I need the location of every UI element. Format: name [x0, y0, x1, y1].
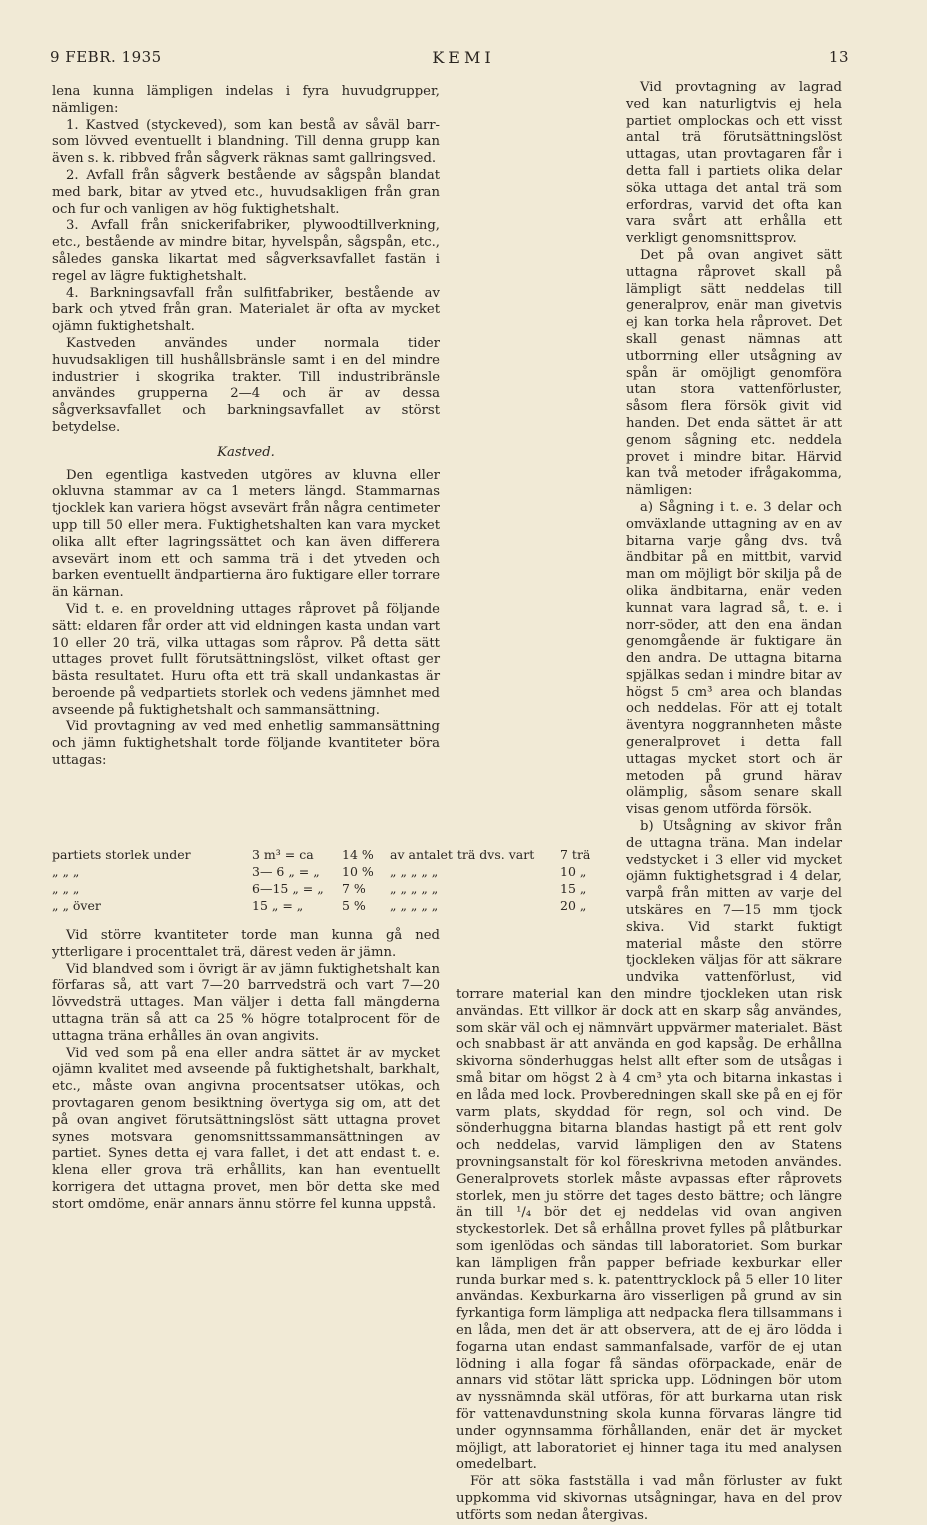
table-cell: av antalet trä dvs. vart [390, 847, 535, 862]
paragraph: 3. Avfall från snickerifabriker, plywoodtillverkning, etc., bestående av mindre bitar, hyvelspån, sågspån, etc., således ganska likartat med sågverksavfallet fastän i regel av lägre fuktighetshalt. [52, 218, 440, 284]
paragraph: 2. Avfall från sågverk bestående av sågspån blandat med bark, bitar av ytved etc., huvudsakligen från gran och fur och vanligen av hög fuktighetshalt. [52, 167, 440, 217]
left-column-lower [52, 928, 440, 1214]
paragraph: lena kunna lämpligen indelas i fyra huvudgrupper, nämligen: [52, 84, 440, 116]
header-date: 9 FEBR. 1935 [50, 48, 162, 66]
paragraph: a) Sågning i t. e. 3 delar och omväxlande uttagning av en av bitarna varje gång dvs. två ändbitar på en mittbit, varvid man om möjligt bör skilja på de olika ändbitarna, enär veden kunnat vara lagrad så, t. e. i norr-söder, att den ena ändan genomgående är fuktigare än den andra. De uttagna bitarna spjälkas sedan i mindre bitar av högst 5 cm³ area och blandas och neddelas. För att ej totalt äventyra noggrannheten måste generalprovet i detta fall uttagas mycket stort och är metoden på grund härav olämplig, såsom senare skall visas genom utförda försök. [626, 499, 842, 818]
paragraph: Det på ovan angivet sätt uttagna råprovet skall på lämpligt sätt neddelas till generalprov, enär man givetvis ej kan torka hela råprovet. Det skall genast nämnas att utborrning eller utsågning av spån är omöjligt genomföra utan stora vattenförluster, såsom flera försök givit vid handen. Det enda sättet är att genom sågning etc. neddela provet i mindre bitar. Härvid kan två metoder ifrågakomma, nämligen: [626, 247, 842, 499]
table-cell: 14 % [342, 847, 374, 862]
right-column [456, 80, 842, 1525]
table-cell: 15 „ = „ [252, 898, 304, 913]
paragraph: För att söka fastställa i vad mån förluster av fukt uppkomma vid skivornas utsågningar, hava en del prov utförts som nedan återgivas. [456, 1474, 842, 1523]
table-cell: 3— 6 „ = „ [252, 864, 320, 879]
paragraph: b) Utsågning av skivor från de uttagna träna. Man indelar vedstycket i 3 eller vid mycket ojämn fuktighetsgrad i 4 delar, varpå från mitten av varje del utskäres en 7—15 mm tjock skiva. Vid starkt fuktigt material måste den större tjockleken väljas för att säkrare undvika vattenförlust, vid torrare material kan den mindre tjockleken utan risk användas. Ett villkor är dock att en skarp såg användes, som skär väl och ej nämnvärt uppvärmer materialet. Bäst och snabbast är att använda en god kapsåg. De erhållna skivorna sönderhuggas helst allt efter som de utsågas i små bitar om högst 2 à 4 cm³ yta och bitarna inkastas i en låda med lock. Provberedningen skall ske på en ej för varm plats, skyddad för regn, sol och vind. De sönderhuggna bitarna blandas hastigt på ett rent golv och neddelas, varvid lämpligen den av Statens provningsanstalt för kol föreskrivna metoden användes. Generalprovets storlek måste avpassas efter råprovets storlek, men ju större det tages desto bättre; och längre än till ¹/₄ bör det ej neddelas vid ovan angiven styckestorlek. Det så erhållna provet fylles på plåtburkar som igenlödas och sändas till laboratoriet. Som burkar kan lämpligen från papper befriade kexburkar eller runda burkar med s. k. patenttrycklock på 5 eller 10 liter användas. Kexburkarna äro visserligen på grund av sin fyrkantiga form lämpliga att nedpacka flera tillsammans i en låda, men det är att observera, att de ej äro lödda i fogarna utan endast sammanfalsade, varför de ej utan lödning i alla fogar få sändas oförpackade, enär de annars vid stötar lätt spricka upp. Lödningen bör utom av nyssnämnda skäl utföras, för att burkarna utan risk för vattenavdunstning skola kunna förvaras längre tid under ogynnsamma förhållanden, enär det är mycket möjligt, att laboratoriet ej hinner taga itu med analysen omedelbart. [456, 819, 842, 1473]
table-cell: „ „ „ [52, 881, 80, 896]
paragraph: Vid blandved som i övrigt är av jämn fuktighetshalt kan förfaras så, att vart 7—20 barrvedsträ och vart 7—20 lövvedsträ uttages. Man väljer i detta fall mängderna uttagna trän så att ca 25 % högre totalprocent för de uttagna träna erhålles än ovan angivits. [52, 961, 440, 1044]
table-cell: 6—15 „ = „ [252, 881, 324, 896]
table-cell: 7 trä [560, 847, 591, 862]
paragraph: Vid större kvantiteter torde man kunna gå ned ytterligare i procenttalet trä, därest veden är jämn. [52, 928, 440, 960]
table-cell: 20 „ [560, 898, 587, 913]
paragraph: Vid ved som på ena eller andra sättet är av mycket ojämn kvalitet med avseende på fuktighetshalt, barkhalt, etc., måste ovan angivna procentsatser utökas, och provtagaren genom besiktning övertyga sig om, att det på ovan angivet förutsättningslöst sätt uttagna provet synes motsvara genomsnittssammansättningen av partiet. Synes detta ej vara fallet, i det att endast t. e. klena eller grova trä erhållits, kan han eventuellt korrigera det uttagna provet, men bör detta ske med stort omdöme, enär annars ännu större fel kunna uppstå. [52, 1045, 440, 1212]
table-cell: partiets storlek under [52, 847, 191, 862]
table-cell: „ „ „ [52, 864, 80, 879]
table-cell: „ „ över [52, 898, 101, 913]
table-cell: 7 % [342, 881, 366, 896]
paragraph: Vid provtagning av lagrad ved kan naturligtvis ej hela partiet omplockas och ett visst antal trä förutsättningslöst uttagas, utan provtagaren får i detta fall i partiets olika delar söka uttaga det antal trä som erfordras, varvid det ofta kan vara svårt att erhålla ett verkligt genomsnittsprov. [626, 80, 842, 247]
table-cell: 10 % [342, 864, 374, 879]
table-cell: „ „ „ „ „ [390, 864, 439, 879]
paragraph: 4. Barkningsavfall från sulfitfabriker, bestående av bark och ytved från gran. Materialet är ofta av mycket ojämn fuktighetshalt. [52, 285, 440, 335]
paragraph: Den egentliga kastveden utgöres av kluvna eller okluvna stammar av ca 1 meters längd. Stammarnas tjocklek kan variera högst avsevärt från några centimeter upp till 50 eller mera. Fuktighetshalten kan vara mycket olika allt efter lagringssättet och kan även differera avsevärt inom ett och samma trä i det ytveden och barken eventuellt ändpartierna äro fuktigare eller torrare än kärnan. [52, 467, 440, 601]
paragraph: Vid t. e. en proveldning uttages råprovet på följande sätt: eldaren får order att vid eldningen kasta undan vart 10 eller 20 trä, vilka uttagas som råprov. På detta sätt uttages provet fullt förutsättningslöst, vilket oftast ger bästa resultatet. Huru ofta ett trä skall undankastas är beroende på vedpartiets storlek och vedens jämnhet med avseende på fuktighetshalt och sammansättning. [52, 601, 440, 718]
paragraph: Vid provtagning av ved med enhetlig sammansättning och jämn fuktighetshalt torde följande kvantiteter böra uttagas: [52, 719, 440, 769]
left-column [52, 84, 440, 770]
paragraph: 1. Kastved (styckeved), som kan bestå av såväl barr- som lövved eventuellt i blandning. Till denna grupp kan även s. k. ribbved från sågverk räknas samt gallringsved. [52, 117, 440, 167]
table-cell: „ „ „ „ „ [390, 898, 439, 913]
paragraph: Kastveden användes under normala tider huvudsakligen till hushållsbränsle samt i en del mindre industrier i skogrika trakter. Till industribränsle användes grupperna 2—4 och är av dessa sågverksavfallet och barkningsavfallet av störst betydelse. [52, 335, 440, 435]
header-title: KEMI [432, 48, 495, 67]
section-heading: Kastved. [217, 444, 275, 460]
header-page-number: 13 [828, 48, 849, 66]
table-cell: „ „ „ „ „ [390, 881, 439, 896]
table-cell: 10 „ [560, 864, 587, 879]
table-cell: 5 % [342, 898, 366, 913]
table-cell: 3 m³ = ca [252, 847, 314, 862]
table-cell: 15 „ [560, 881, 587, 896]
